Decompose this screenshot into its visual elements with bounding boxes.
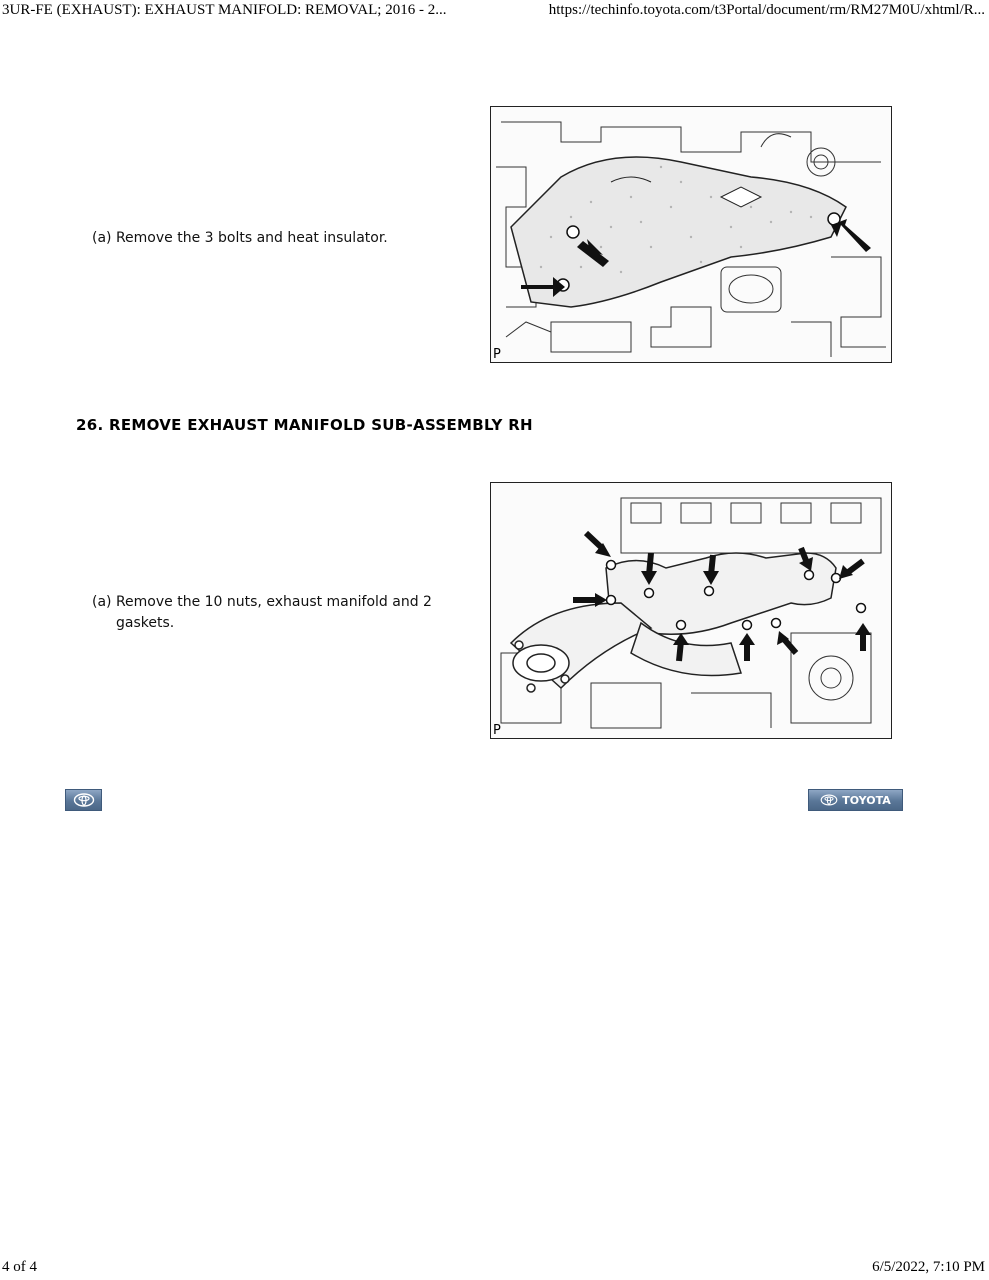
- page-number: 4 of 4: [2, 1259, 37, 1275]
- figure-label: P: [493, 347, 501, 362]
- toyota-brand-button[interactable]: [808, 789, 903, 811]
- toyota-home-button[interactable]: [65, 789, 102, 811]
- print-datetime: 6/5/2022, 7:10 PM: [872, 1259, 985, 1275]
- instruction-heat-insulator: (a) Remove the 3 bolts and heat insulator.: [92, 230, 388, 246]
- instruction-manifold-line1: (a) Remove the 10 nuts, exhaust manifold and 2: [92, 594, 432, 610]
- exhaust-manifold-illustration: [490, 482, 892, 739]
- figure-label: P: [493, 723, 501, 738]
- print-header-title: 3UR-FE (EXHAUST): EXHAUST MANIFOLD: REMOVAL; 2016 - 2...: [2, 2, 447, 18]
- toyota-logo-icon: [820, 794, 838, 806]
- section-title: 26. REMOVE EXHAUST MANIFOLD SUB-ASSEMBLY RH: [76, 416, 533, 434]
- print-header-url: https://techinfo.toyota.com/t3Portal/document/rm/RM27M0U/xhtml/R...: [548, 2, 985, 18]
- instruction-manifold-line2: gaskets.: [116, 615, 175, 631]
- toyota-logo-icon: [73, 793, 95, 807]
- heat-insulator-illustration: [490, 106, 892, 363]
- instruction-manifold: [92, 592, 432, 634]
- toyota-brand-label: TOYOTA: [842, 793, 891, 807]
